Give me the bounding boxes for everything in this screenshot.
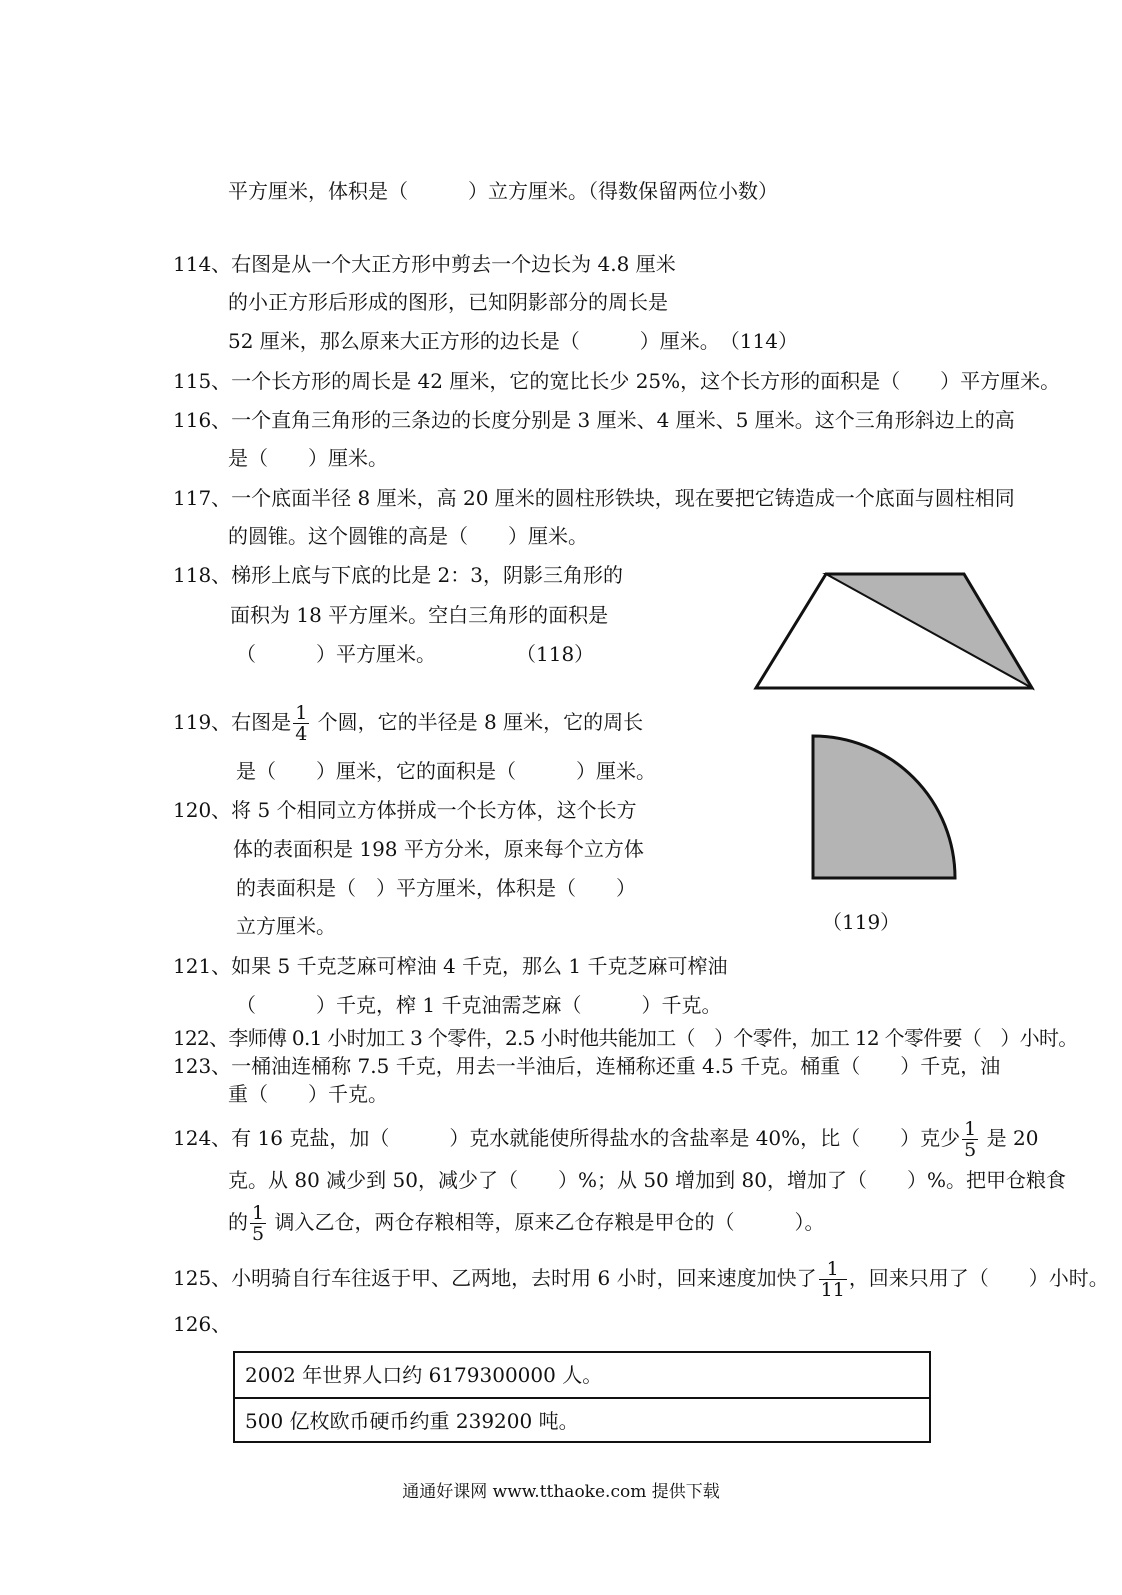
q114-line1: 114、右图是从一个大正方形中剪去一个边长为 4.8 厘米	[173, 252, 676, 276]
q117-line1: 117、一个底面半径 8 厘米，高 20 厘米的圆柱形铁块，现在要把它铸造成一个底面与圆柱相同	[173, 486, 1015, 510]
q119-line1	[173, 700, 643, 744]
q119-line2: 是（ ）厘米，它的面积是（ ）厘米。	[236, 759, 656, 783]
q120-line2: 体的表面积是 198 平方分米，原来每个立方体	[233, 837, 644, 861]
q114-line3: 52 厘米，那么原来大正方形的边长是（ ）厘米。 （114）	[228, 329, 798, 353]
fraction-one-fifth	[250, 1203, 266, 1244]
q125-text-pre: 125、小明骑自行车往返于甲、乙两地，去时用 6 小时，回来速度加快了	[173, 1266, 817, 1290]
q115: 115、一个长方形的周长是 42 厘米，它的宽比长少 25%，这个长方形的面积是（ ）平方厘米。	[173, 369, 1061, 393]
q124-line3-pre: 的	[228, 1210, 248, 1234]
footer-credit: 通通好课网 www.tthaoke.com 提供下载	[402, 1482, 720, 1502]
fraction-numerator: 1	[252, 1202, 265, 1224]
figure-119-label: （119）	[822, 910, 901, 934]
q124-text-pre: 124、有 16 克盐，加（ ）克水就能使所得盐水的含盐率是 40%，比（ ）克少	[173, 1126, 961, 1150]
table-row: 500 亿枚欧币硬币约重 239200 吨。	[245, 1409, 579, 1433]
trapezoid-figure	[750, 568, 1040, 694]
q122: 122、李师傅 0.1 小时加工 3 个零件，2.5 小时他共能加工（ ）个零件，加工 12 个零件要（ ）小时。	[173, 1026, 1078, 1050]
q124-line3-post: 调入乙仓，两仓存粮相等，原来乙仓存粮是甲仓的（ ）。	[268, 1210, 825, 1234]
quarter-circle-figure	[808, 731, 964, 883]
fraction-one-fifth	[962, 1119, 978, 1160]
fraction-one-quarter	[293, 703, 309, 744]
table-row: 2002 年世界人口约 6179300000 人。	[235, 1353, 929, 1399]
q125	[173, 1256, 1109, 1300]
q120-line3: 的表面积是（ ）平方厘米，体积是（ ）	[236, 876, 636, 900]
q121-line1: 121、如果 5 千克芝麻可榨油 4 千克，那么 1 千克芝麻可榨油	[173, 954, 728, 978]
quarter-circle-shape	[813, 736, 955, 878]
q116-line1: 116、一个直角三角形的三条边的长度分别是 3 厘米、4 厘米、5 厘米。这个三角形斜边上的高	[173, 408, 1015, 432]
q123-line2: 重（ ）千克。	[228, 1082, 388, 1106]
q124-line3	[228, 1200, 824, 1244]
fraction-denominator: 5	[964, 1139, 977, 1161]
fraction-denominator: 5	[252, 1223, 265, 1245]
q117-line2: 的圆锥。这个圆锥的高是（ ）厘米。	[228, 524, 588, 548]
fraction-one-eleventh	[819, 1259, 847, 1300]
q126-number: 126、	[173, 1312, 232, 1336]
fraction-denominator: 4	[295, 723, 308, 745]
q120-line4: 立方厘米。	[236, 914, 336, 938]
q118-line3: （ ）平方厘米。 （118）	[236, 642, 595, 666]
q118-line1: 118、梯形上底与下底的比是 2：3，阴影三角形的	[173, 563, 623, 587]
q126-table	[233, 1351, 931, 1443]
fraction-numerator: 1	[295, 702, 308, 724]
q120-line1: 120、将 5 个相同立方体拼成一个长方体，这个长方	[173, 798, 637, 822]
q116-line2: 是（ ）厘米。	[228, 446, 388, 470]
q119-text-post: 个圆，它的半径是 8 厘米，它的周长	[311, 710, 644, 734]
fraction-numerator: 1	[964, 1118, 977, 1140]
q119-text-pre: 119、右图是	[173, 710, 292, 734]
q114-line2: 的小正方形后形成的图形，已知阴影部分的周长是	[228, 290, 668, 314]
q124-line2: 克。从 80 减少到 50，减少了（ ）%；从 50 增加到 80，增加了（ ）%。把甲仓粮食	[228, 1168, 1066, 1192]
q118-line2: 面积为 18 平方厘米。空白三角形的面积是	[230, 603, 609, 627]
q121-line2: （ ）千克，榨 1 千克油需芝麻（ ）千克。	[236, 993, 722, 1017]
q113-continuation: 平方厘米，体积是（ ）立方厘米。（得数保留两位小数）	[228, 179, 778, 203]
fraction-numerator: 1	[819, 1259, 847, 1280]
fraction-denominator: 11	[820, 1279, 845, 1301]
q125-text-post: ，回来只用了（ ）小时。	[848, 1266, 1109, 1290]
q124-text-post: 是 20	[980, 1126, 1039, 1150]
q123-line1: 123、一桶油连桶称 7.5 千克，用去一半油后，连桶称还重 4.5 千克。桶重（ ）千克，油	[173, 1054, 1001, 1078]
q124-line1	[173, 1116, 1038, 1160]
